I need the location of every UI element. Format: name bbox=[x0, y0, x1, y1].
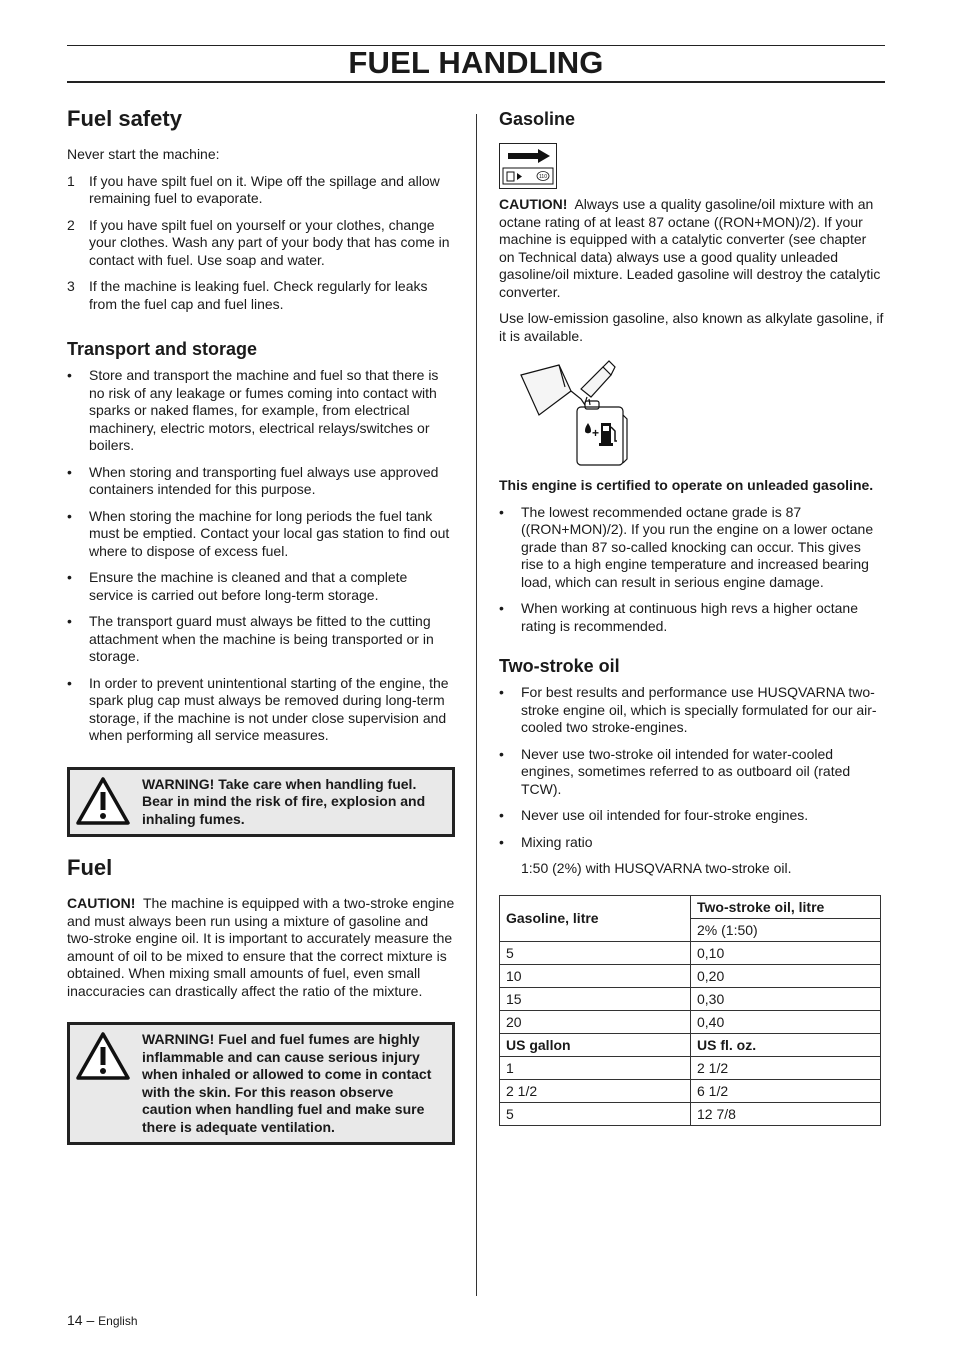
fuel-caution bbox=[67, 895, 455, 1000]
caution-text: The machine is equipped with a two-stroke engine and must always been run using a mixture of gasoline and two-stroke engine oil. It is important to accurately measure the amount of oil to be mixed to ensure that the correct mixture is obtained. When mixing small amounts of fuel, even small inaccuracies can drastically affect the ratio of the mixture. bbox=[67, 895, 455, 999]
table-cell: 2 1/2 bbox=[500, 1079, 691, 1102]
table-header: Gasoline, litre bbox=[500, 895, 691, 941]
warning-box-handling bbox=[67, 767, 455, 838]
table-cell: 5 bbox=[500, 941, 691, 964]
table-cell: 15 bbox=[500, 987, 691, 1010]
footer-dash: – bbox=[86, 1312, 95, 1328]
table-row bbox=[500, 1010, 881, 1033]
warning-triangle-icon bbox=[75, 776, 131, 826]
table-cell: 20 bbox=[500, 1010, 691, 1033]
fuel-heading: Fuel bbox=[67, 855, 113, 880]
page-footer bbox=[67, 1312, 138, 1328]
table-header: US gallon bbox=[500, 1033, 691, 1056]
warning-triangle-icon bbox=[75, 1031, 131, 1081]
two-stroke-list bbox=[499, 684, 885, 851]
fuel-grade-icon bbox=[499, 143, 557, 189]
table-cell: 1 bbox=[500, 1056, 691, 1079]
list-item: • Ensure the machine is cleaned and that a complete service is carried out before long-term storage. bbox=[67, 569, 408, 603]
table-cell: 12 7/8 bbox=[691, 1102, 881, 1125]
left-column bbox=[67, 104, 455, 1145]
table-cell: 0,30 bbox=[691, 987, 881, 1010]
fuel-can-icon bbox=[499, 359, 629, 471]
table-row bbox=[500, 1056, 881, 1079]
table-cell: 5 bbox=[500, 1102, 691, 1125]
caution-label: CAUTION! bbox=[67, 895, 136, 911]
right-column bbox=[499, 104, 885, 1126]
footer-language: English bbox=[98, 1314, 138, 1328]
list-item: 1 If you have spilt fuel on it. Wipe off the spillage and allow remaining fuel to evaporate. bbox=[67, 172, 440, 206]
table-row bbox=[500, 987, 881, 1010]
caution-text: Always use a quality gasoline/oil mixture with an octane rating of at least 87 octane ((RON+MON)/2). If your machine is equipped with a catalytic converter (see chapter on Technical data) always use a good quality unleaded gasoline/oil mixture. Leaded gasoline will destroy the catalytic converter. bbox=[499, 196, 881, 300]
fuel-can-illustration bbox=[499, 359, 629, 471]
list-item: • When working at continuous high revs a higher octane rating is recommended. bbox=[499, 600, 858, 634]
column-divider bbox=[476, 114, 477, 1296]
fuel-safety-intro: Never start the machine: bbox=[67, 146, 220, 162]
table-header: Two-stroke oil, litre bbox=[691, 895, 881, 918]
list-item: • Never use oil intended for four-stroke engines. bbox=[499, 807, 809, 823]
svg-text:+: + bbox=[592, 426, 600, 440]
svg-text:110: 110 bbox=[539, 174, 547, 180]
header-rule-bottom bbox=[67, 81, 885, 83]
table-row bbox=[500, 895, 881, 918]
table-cell: 0,40 bbox=[691, 1010, 881, 1033]
mixing-table bbox=[499, 895, 881, 1126]
list-item: 3 If the machine is leaking fuel. Check regularly for leaks from the fuel cap and fuel lines. bbox=[67, 278, 428, 312]
table-cell: 2 1/2 bbox=[691, 1056, 881, 1079]
transport-heading: Transport and storage bbox=[67, 339, 258, 359]
transport-list bbox=[67, 367, 455, 745]
list-item: • Mixing ratio bbox=[499, 833, 593, 850]
gasoline-heading: Gasoline bbox=[499, 109, 576, 129]
table-row bbox=[500, 1079, 881, 1102]
list-item: • For best results and performance use HUSQVARNA two-stroke engine oil, which is specially formulated for our air-cooled two stroke-engines. bbox=[499, 684, 877, 735]
page-number: 14 bbox=[67, 1312, 83, 1328]
table-cell: 10 bbox=[500, 964, 691, 987]
list-item: • The transport guard must always be fitted to the cutting attachment when the machine is being transported or in storage. bbox=[67, 613, 434, 664]
arrow-pump-icon bbox=[500, 144, 556, 188]
page-title: FUEL HANDLING bbox=[348, 45, 604, 80]
fuel-safety-list bbox=[67, 173, 455, 314]
mixing-ratio-text: 1:50 (2%) with HUSQVARNA two-stroke oil. bbox=[521, 860, 792, 876]
table-row bbox=[500, 1102, 881, 1125]
table-header: US fl. oz. bbox=[691, 1033, 881, 1056]
caution-label: CAUTION! bbox=[499, 196, 568, 212]
warning-text: WARNING! Take care when handling fuel. Bear in mind the risk of fire, explosion and inhaling fumes. bbox=[142, 775, 426, 827]
list-item: • When storing and transporting fuel always use approved containers intended for this purpose. bbox=[67, 463, 439, 497]
table-row bbox=[500, 1033, 881, 1056]
table-cell: 0,20 bbox=[691, 964, 881, 987]
two-stroke-heading: Two-stroke oil bbox=[499, 656, 620, 676]
table-row bbox=[500, 964, 881, 987]
list-item: • The lowest recommended octane grade is 87 ((RON+MON)/2). If you run the engine on a lower octane grade than 87 so-called knocking can occur. This gives rise to a high engine temperature and increased bearing load, which can result in serious engine damage. bbox=[499, 503, 874, 590]
table-subheader: 2% (1:50) bbox=[691, 918, 881, 941]
list-item: • Never use two-stroke oil intended for water-cooled engines, sometimes referred to as outboard oil (rated TCW). bbox=[499, 745, 851, 797]
certified-text: This engine is certified to operate on unleaded gasoline. bbox=[499, 477, 874, 493]
gasoline-caution bbox=[499, 196, 885, 301]
list-item: • In order to prevent unintentional starting of the engine, the spark plug cap must always be removed during long-term storage, if the machine is not under close supervision and when performing all service measures. bbox=[67, 674, 449, 743]
list-item: 2 If you have spilt fuel on yourself or your clothes, change your clothes. Wash any part of your body that has come in contact with fuel. Use soap and water. bbox=[67, 216, 450, 268]
list-item: • When storing the machine for long periods the fuel tank must be emptied. Contact your local gas station to find out where to dispose of excess fuel. bbox=[67, 507, 450, 559]
gasoline-list bbox=[499, 504, 885, 636]
list-item: • Store and transport the machine and fuel so that there is no risk of any leakage or fumes coming into contact with sparks or naked flames, for example, from electrical machinery, electric motors, electrical relays/switches or boilers. bbox=[67, 367, 439, 453]
table-cell: 0,10 bbox=[691, 941, 881, 964]
warning-box-fumes bbox=[67, 1022, 455, 1145]
table-row bbox=[500, 941, 881, 964]
low-emission-text: Use low-emission gasoline, also known as alkylate gasoline, if it is available. bbox=[499, 310, 884, 344]
warning-text: WARNING! Fuel and fuel fumes are highly inflammable and can cause serious injury when inhaled or allowed to come in contact with the skin. For this reason observe caution when handling fuel and make sure there is adequate ventilation. bbox=[142, 1031, 432, 1135]
fuel-safety-heading: Fuel safety bbox=[67, 106, 182, 131]
table-cell: 6 1/2 bbox=[691, 1079, 881, 1102]
